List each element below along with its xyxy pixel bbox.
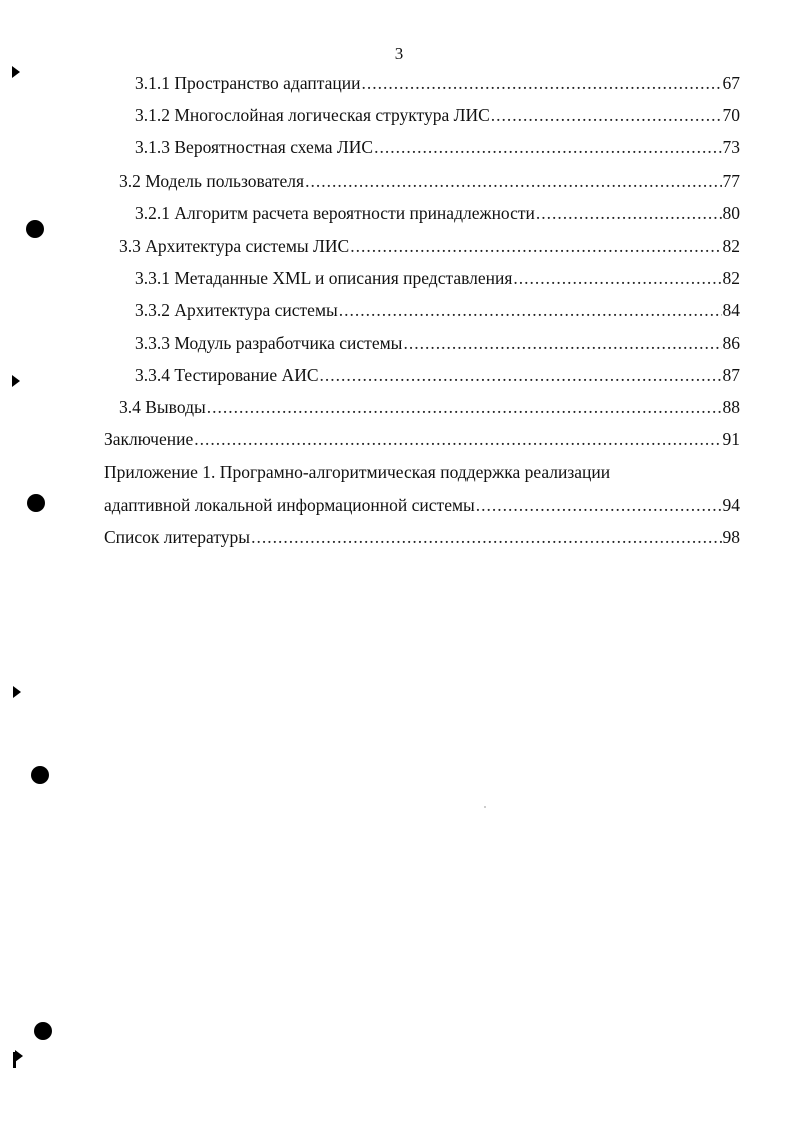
toc-entry-title-first-line: Приложение 1. Програмно-алгоритмическая поддержка реализации (104, 462, 611, 482)
toc-entry (135, 198, 740, 228)
dot-leader (536, 198, 722, 228)
toc-entry-title: 3.3.4 Тестирование АИС (135, 365, 319, 385)
toc-entry-page: 77 (722, 171, 740, 191)
toc-entry-page: 86 (722, 333, 740, 353)
toc-entry-title: 3.3.2 Архитектура системы (135, 300, 338, 320)
toc-entry (135, 132, 740, 162)
dot-leader (305, 166, 721, 196)
toc-entry-title: 3.2 Модель пользователя (119, 171, 305, 191)
toc-entry-page: 94 (722, 495, 740, 515)
toc-entry-title: 3.3.1 Метаданные XML и описания представления (135, 268, 513, 288)
toc-entry-page: 82 (722, 236, 740, 256)
toc-entry (104, 490, 740, 520)
toc-entry-title: Заключение (104, 429, 194, 449)
scan-speck (484, 806, 486, 808)
punch-hole (34, 1022, 52, 1040)
toc-entry-page: 70 (722, 105, 740, 125)
dot-leader (513, 263, 721, 293)
binding-mark (12, 66, 20, 78)
dot-leader (207, 392, 722, 422)
binding-mark (15, 1050, 23, 1062)
toc-entry-page: 84 (722, 300, 740, 320)
toc-entry (119, 166, 740, 196)
dot-leader (476, 490, 722, 520)
toc-entry-page: 67 (722, 73, 740, 93)
toc-entry-page: 98 (722, 527, 740, 547)
punch-hole (31, 766, 49, 784)
dot-leader (403, 328, 721, 358)
toc-entry (135, 295, 740, 325)
toc-entry-page: 91 (722, 429, 740, 449)
toc-entry (104, 522, 740, 552)
dot-leader (251, 522, 721, 552)
toc-entry (135, 68, 740, 98)
dot-leader (320, 360, 722, 390)
dot-leader (491, 100, 722, 130)
punch-hole (26, 220, 44, 238)
punch-hole (27, 494, 45, 512)
toc-entry-title: 3.3 Архитектура системы ЛИС (119, 236, 350, 256)
dot-leader (339, 295, 722, 325)
binding-mark (12, 375, 20, 387)
toc-entry-title: Список литературы (104, 527, 251, 547)
toc-entry-title: 3.2.1 Алгоритм расчета вероятности принадлежности (135, 203, 535, 223)
toc-entry (135, 328, 740, 358)
toc-entry-title: адаптивной локальной информационной системы (104, 495, 475, 515)
toc-entry-page: 80 (722, 203, 740, 223)
toc-entry-page: 87 (722, 365, 740, 385)
dot-leader (374, 132, 721, 162)
toc-entry-title: 3.4 Выводы (119, 397, 206, 417)
dot-leader (194, 424, 721, 454)
toc-entry (119, 231, 740, 261)
toc-entry-page: 88 (722, 397, 740, 417)
binding-mark (13, 686, 21, 698)
toc-entry-title: 3.1.1 Пространство адаптации (135, 73, 361, 93)
toc-entry (135, 263, 740, 293)
toc-entry-title: 3.3.3 Модуль разработчика системы (135, 333, 403, 353)
toc-entry (119, 392, 740, 422)
toc-entry-title: 3.1.2 Многослойная логическая структура ЛИС (135, 105, 490, 125)
dot-leader (361, 68, 721, 98)
page-number: 3 (394, 44, 404, 63)
toc-entry (104, 424, 740, 454)
toc-entry-page: 73 (722, 137, 740, 157)
toc-entry-title: 3.1.3 Вероятностная схема ЛИС (135, 137, 374, 157)
dot-leader (350, 231, 721, 261)
toc-entry (135, 100, 740, 130)
toc-entry-page: 82 (722, 268, 740, 288)
toc-entry (135, 360, 740, 390)
